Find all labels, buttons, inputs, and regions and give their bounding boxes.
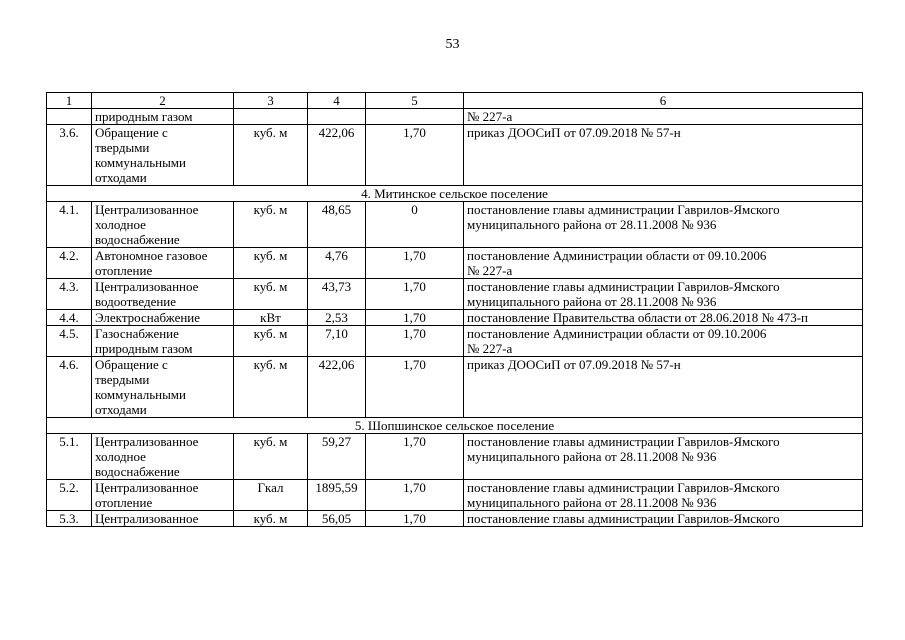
table-row — [47, 279, 863, 310]
legal-basis-line: муниципального района от 28.11.2008 № 936 — [467, 217, 717, 232]
service-name-line: коммунальными — [95, 387, 186, 402]
legal-basis-line: муниципального района от 28.11.2008 № 936 — [467, 294, 717, 309]
row-number: 4.4. — [47, 310, 92, 326]
service-name — [92, 310, 234, 326]
legal-basis-line: постановление главы администрации Гаврилов-Ямского — [467, 202, 780, 217]
norm-value: 2,53 — [308, 310, 366, 326]
legal-basis — [464, 202, 863, 248]
service-name-line: отопление — [95, 263, 153, 278]
table-row — [47, 109, 863, 125]
service-name — [92, 202, 234, 248]
norm-value: 56,05 — [308, 511, 366, 527]
service-name — [92, 434, 234, 480]
legal-basis — [464, 326, 863, 357]
row-number: 5.2. — [47, 480, 92, 511]
service-name-line: Обращение с — [95, 125, 168, 140]
coefficient: 1,70 — [366, 125, 464, 186]
unit: куб. м — [234, 326, 308, 357]
row-number: 4.6. — [47, 357, 92, 418]
service-name-line: холодное — [95, 217, 146, 232]
service-name-line: Централизованное — [95, 434, 199, 449]
legal-basis-line: постановление Правительства области от 28.06.2018 № 473-п — [467, 310, 808, 325]
legal-basis — [464, 480, 863, 511]
service-name-line: холодное — [95, 449, 146, 464]
unit: кВт — [234, 310, 308, 326]
service-name — [92, 248, 234, 279]
legal-basis-line: постановление главы администрации Гаврилов-Ямского — [467, 434, 780, 449]
legal-basis — [464, 511, 863, 527]
norm-value: 43,73 — [308, 279, 366, 310]
unit: куб. м — [234, 202, 308, 248]
norm-value: 48,65 — [308, 202, 366, 248]
service-name-line: Обращение с — [95, 357, 168, 372]
legal-basis-line: постановление главы администрации Гаврилов-Ямского — [467, 511, 780, 526]
norm-value — [308, 109, 366, 125]
legal-basis-line: муниципального района от 28.11.2008 № 936 — [467, 449, 717, 464]
norm-value: 59,27 — [308, 434, 366, 480]
header-cell: 5 — [366, 93, 464, 109]
legal-basis — [464, 125, 863, 186]
row-number: 4.5. — [47, 326, 92, 357]
service-name-line: водоснабжение — [95, 464, 180, 479]
unit: куб. м — [234, 125, 308, 186]
legal-basis-line: № 227-а — [467, 263, 513, 278]
row-number: 4.1. — [47, 202, 92, 248]
table-row — [47, 480, 863, 511]
coefficient: 1,70 — [366, 480, 464, 511]
service-name-line: Централизованное — [95, 480, 199, 495]
legal-basis — [464, 310, 863, 326]
unit: куб. м — [234, 434, 308, 480]
legal-basis-line: № 227-а — [467, 109, 513, 124]
row-number: 5.1. — [47, 434, 92, 480]
service-name-line: Автономное газовое — [95, 248, 208, 263]
service-name — [92, 326, 234, 357]
section-title: 4. Митинское сельское поселение — [47, 186, 863, 202]
table-row — [47, 202, 863, 248]
legal-basis-line: № 227-а — [467, 341, 513, 356]
coefficient: 1,70 — [366, 511, 464, 527]
service-name-line: Централизованное — [95, 279, 199, 294]
norm-value: 4,76 — [308, 248, 366, 279]
coefficient: 1,70 — [366, 326, 464, 357]
header-cell: 2 — [92, 93, 234, 109]
service-name — [92, 511, 234, 527]
row-number — [47, 109, 92, 125]
service-name — [92, 480, 234, 511]
coefficient: 1,70 — [366, 434, 464, 480]
service-name — [92, 279, 234, 310]
service-name-line: твердыми — [95, 140, 150, 155]
header-cell: 6 — [464, 93, 863, 109]
legal-basis — [464, 434, 863, 480]
coefficient: 1,70 — [366, 357, 464, 418]
unit: Гкал — [234, 480, 308, 511]
legal-basis — [464, 109, 863, 125]
row-number: 3.6. — [47, 125, 92, 186]
service-name-line: отопление — [95, 495, 153, 510]
row-number: 5.3. — [47, 511, 92, 527]
service-name-line: водоснабжение — [95, 232, 180, 247]
norm-value: 1895,59 — [308, 480, 366, 511]
header-cell: 1 — [47, 93, 92, 109]
row-number: 4.2. — [47, 248, 92, 279]
row-number: 4.3. — [47, 279, 92, 310]
legal-basis — [464, 357, 863, 418]
legal-basis-line: приказ ДООСиП от 07.09.2018 № 57-н — [467, 357, 681, 372]
header-cell: 3 — [234, 93, 308, 109]
table-row — [47, 511, 863, 527]
legal-basis-line: муниципального района от 28.11.2008 № 936 — [467, 495, 717, 510]
service-name-line: Централизованное — [95, 511, 199, 526]
table-row — [47, 326, 863, 357]
section-title: 5. Шопшинское сельское поселение — [47, 418, 863, 434]
tariff-table — [46, 92, 863, 527]
service-name-line: Централизованное — [95, 202, 199, 217]
section-row — [47, 418, 863, 434]
service-name-line: коммунальными — [95, 155, 186, 170]
norm-value: 422,06 — [308, 357, 366, 418]
legal-basis-line: постановление Администрации области от 09.10.2006 — [467, 326, 767, 341]
coefficient: 1,70 — [366, 248, 464, 279]
legal-basis-line: постановление главы администрации Гаврилов-Ямского — [467, 480, 780, 495]
table-row — [47, 125, 863, 186]
unit: куб. м — [234, 248, 308, 279]
legal-basis-line: постановление Администрации области от 09.10.2006 — [467, 248, 767, 263]
section-row — [47, 186, 863, 202]
header-row — [47, 93, 863, 109]
unit: куб. м — [234, 279, 308, 310]
legal-basis — [464, 248, 863, 279]
service-name — [92, 109, 234, 125]
service-name — [92, 357, 234, 418]
coefficient: 1,70 — [366, 310, 464, 326]
header-cell: 4 — [308, 93, 366, 109]
legal-basis-line: приказ ДООСиП от 07.09.2018 № 57-н — [467, 125, 681, 140]
legal-basis — [464, 279, 863, 310]
service-name-line: Электроснабжение — [95, 310, 201, 325]
service-name-line: природным газом — [95, 341, 193, 356]
service-name-line: Газоснабжение — [95, 326, 179, 341]
service-name-line: отходами — [95, 170, 147, 185]
table-row — [47, 248, 863, 279]
norm-value: 7,10 — [308, 326, 366, 357]
service-name — [92, 125, 234, 186]
table-row — [47, 357, 863, 418]
norm-value: 422,06 — [308, 125, 366, 186]
service-name-line: твердыми — [95, 372, 150, 387]
service-name-line: водоотведение — [95, 294, 177, 309]
service-name-line: отходами — [95, 402, 147, 417]
unit: куб. м — [234, 511, 308, 527]
unit: куб. м — [234, 357, 308, 418]
coefficient: 1,70 — [366, 279, 464, 310]
service-name-line: природным газом — [95, 109, 193, 124]
legal-basis-line: постановление главы администрации Гаврилов-Ямского — [467, 279, 780, 294]
table-row — [47, 434, 863, 480]
unit — [234, 109, 308, 125]
table-row — [47, 310, 863, 326]
page-number: 53 — [445, 37, 460, 52]
coefficient — [366, 109, 464, 125]
coefficient: 0 — [366, 202, 464, 248]
table-body — [47, 93, 863, 527]
